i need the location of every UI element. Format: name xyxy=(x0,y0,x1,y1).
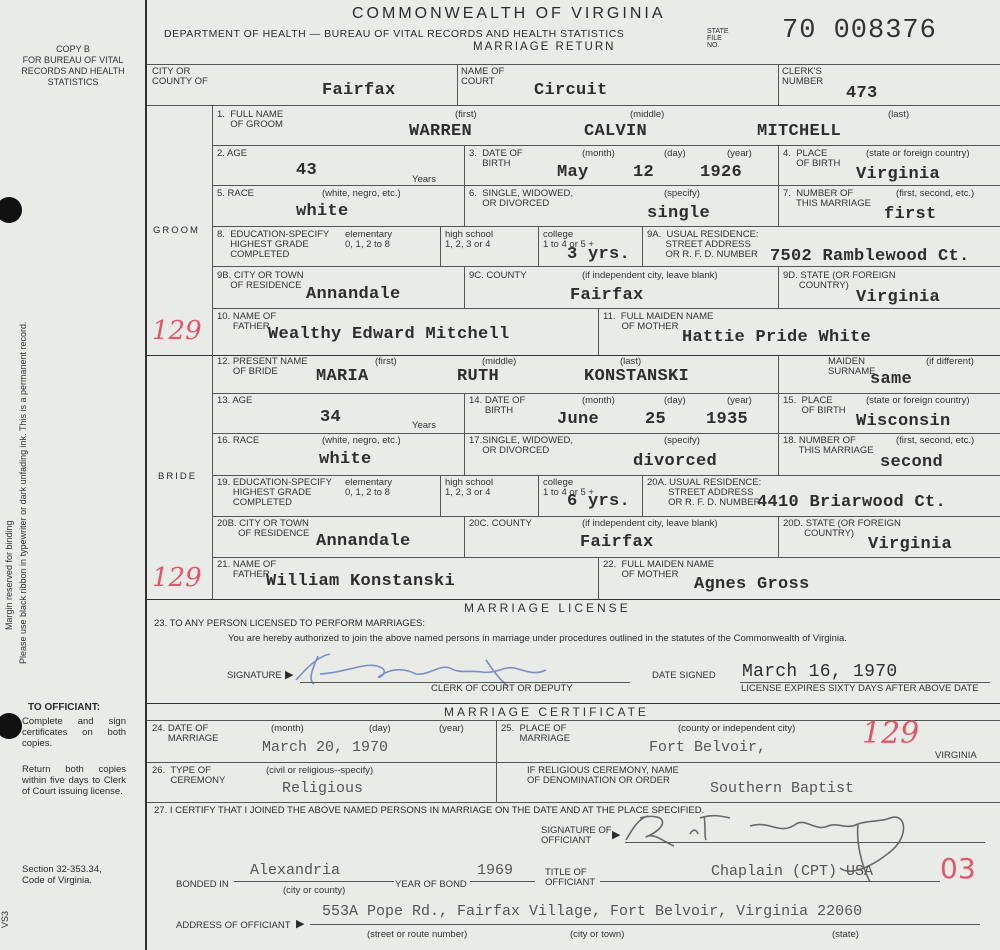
specify-sublabel: (specify) xyxy=(664,188,700,199)
field-14-label: 14. DATE OF BIRTH xyxy=(469,395,526,416)
authorization-text: You are hereby authorized to join the above named persons in marriage under procedures outlined in the statutes of the Commonwealth of Virginia. xyxy=(228,633,847,644)
rule xyxy=(642,226,643,266)
rule xyxy=(778,145,779,185)
rule xyxy=(457,64,458,105)
rule xyxy=(778,433,779,475)
groom-marital-status: single xyxy=(647,204,711,223)
field-12-label: 12. PRESENT NAME OF BRIDE xyxy=(217,356,308,377)
county-sublabel: (if independent city, leave blank) xyxy=(582,270,718,281)
groom-father-name: Wealthy Edward Mitchell xyxy=(268,325,510,344)
rule xyxy=(212,516,1000,517)
last-sublabel: (last) xyxy=(620,356,642,367)
year-of-bond-label: YEAR OF BOND xyxy=(395,879,467,890)
bonded-in: Alexandria xyxy=(250,862,341,879)
last-sublabel: (last) xyxy=(888,109,910,120)
rule xyxy=(464,433,465,475)
marriage-license-title: MARRIAGE LICENSE xyxy=(458,601,637,615)
title-of-officiant-label: TITLE OF OFFICIANT xyxy=(545,867,596,888)
rule xyxy=(464,185,465,226)
field-26-label: 26. TYPE OF CEREMONY xyxy=(152,765,226,786)
rule xyxy=(147,762,1000,763)
officiant-title: Chaplain (CPT) USA xyxy=(711,863,874,880)
marriage-place: Fort Belvoir, xyxy=(649,739,767,756)
field-18-label: 18. NUMBER OF THIS MARRIAGE xyxy=(783,435,874,456)
copy-b-note: COPY B FOR BUREAU OF VITAL RECORDS AND HEALTH STATISTICS xyxy=(21,44,125,87)
return-title: MARRIAGE RETURN xyxy=(473,41,616,53)
groom-father-code: 129 xyxy=(152,316,202,346)
officiant-address: 553A Pope Rd., Fairfax Village, Fort Belvoir, Virginia 22060 xyxy=(322,903,863,920)
groom-mother-maiden-name: Hattie Pride White xyxy=(682,328,872,347)
rule xyxy=(600,881,940,882)
groom-birthplace: Virginia xyxy=(856,165,941,184)
rule xyxy=(234,881,394,882)
code-section: Section 32-353.34, Code of Virginia. xyxy=(22,864,102,886)
department-line: DEPARTMENT OF HEALTH — BUREAU OF VITAL RECORDS AND HEALTH STATISTICS xyxy=(164,28,625,40)
rule xyxy=(147,703,1000,704)
rule xyxy=(310,924,980,925)
place-sublabel: (county or independent city) xyxy=(678,723,796,734)
rule xyxy=(538,475,539,516)
rule xyxy=(212,145,1000,146)
marriage-place-code: 129 xyxy=(862,716,920,751)
city-value: Fairfax xyxy=(322,81,396,100)
groom-state: Virginia xyxy=(856,288,941,307)
rule xyxy=(212,266,1000,267)
rule xyxy=(212,355,213,599)
bride-marital-status: divorced xyxy=(633,452,718,471)
race-sublabel: (white, negro, etc.) xyxy=(322,435,401,446)
field-9b-label: 9B. CITY OR TOWN OF RESIDENCE xyxy=(217,270,304,291)
bride-maiden-surname: same xyxy=(870,370,913,389)
day-sublabel: (day) xyxy=(369,723,391,734)
rule xyxy=(778,266,779,308)
month-sublabel: (month) xyxy=(271,723,304,734)
field-13-label: 13. AGE xyxy=(217,395,253,406)
rule xyxy=(625,842,985,843)
field-19-label: 19. EDUCATION-SPECIFY HIGHEST GRADE COMPLETED xyxy=(217,477,332,508)
elementary-sublabel: elementary 0, 1, 2 to 8 xyxy=(345,477,392,498)
rule xyxy=(778,355,779,393)
bride-birth-month: June xyxy=(557,410,600,429)
race-sublabel: (white, negro, etc.) xyxy=(322,188,401,199)
groom-race: white xyxy=(296,202,349,221)
city-label: CITY OR COUNTY OF xyxy=(152,66,208,87)
year-sublabel: (year) xyxy=(727,395,752,406)
day-sublabel: (day) xyxy=(664,148,686,159)
groom-county: Fairfax xyxy=(570,286,644,305)
field-20c-label: 20C. COUNTY xyxy=(469,518,532,529)
binding-hole xyxy=(0,713,22,739)
first-sublabel: (first) xyxy=(455,109,477,120)
specify-sublabel: (specify) xyxy=(664,435,700,446)
rule xyxy=(464,393,465,433)
rule xyxy=(642,475,643,516)
officiant-title-code: 03 xyxy=(940,852,976,885)
first-sublabel: (first) xyxy=(375,356,397,367)
groom-age: 43 xyxy=(296,161,318,180)
form-code: VS3 xyxy=(0,910,10,928)
rule xyxy=(440,226,441,266)
field-15-label: 15. PLACE OF BIRTH xyxy=(783,395,846,416)
rule xyxy=(212,308,1000,309)
ceremony-type: Religious xyxy=(282,780,364,797)
rule xyxy=(598,308,599,355)
groom-city: Annandale xyxy=(306,285,401,304)
field-21-label: 21. NAME OF FATHER xyxy=(217,559,277,580)
field-6-label: 6. SINGLE, WIDOWED, OR DIVORCED xyxy=(469,188,573,209)
field-5-label: 5. RACE xyxy=(217,188,254,199)
margin-note: Margin reserved for binding xyxy=(4,520,14,630)
rule xyxy=(212,105,213,355)
rule xyxy=(598,557,599,599)
bride-street-address: 4410 Briarwood Ct. xyxy=(757,493,947,512)
rule xyxy=(212,475,1000,476)
groom-first-name: WARREN xyxy=(409,122,473,141)
maiden-surname-label: MAIDEN SURNAME xyxy=(828,356,876,377)
number-sublabel: (first, second, etc.) xyxy=(896,188,975,199)
field-24-label: 24. DATE OF MARRIAGE xyxy=(152,723,219,744)
commonwealth-title: COMMONWEALTH OF VIRGINIA xyxy=(352,5,666,22)
field-27-certification: 27. I CERTIFY THAT I JOINED THE ABOVE NAMED PERSONS IN MARRIAGE ON THE DATE AND AT THE PLACE SPECIFIED. xyxy=(154,805,705,816)
rule xyxy=(496,762,497,802)
field-20a-label: 20A. USUAL RESIDENCE: STREET ADDRESS OR R. F. D. NUMBER xyxy=(647,477,762,508)
rule xyxy=(212,226,1000,227)
groom-marriage-number: first xyxy=(884,205,937,224)
rule xyxy=(212,185,1000,186)
field-16-label: 16. RACE xyxy=(217,435,260,446)
elementary-sublabel: elementary 0, 1, 2 to 8 xyxy=(345,229,392,250)
bride-education: 6 yrs. xyxy=(567,492,631,511)
bride-age: 34 xyxy=(320,408,342,427)
rule xyxy=(778,516,779,557)
rule xyxy=(538,226,539,266)
groom-middle-name: CALVIN xyxy=(584,122,648,141)
bride-father-code: 129 xyxy=(152,563,202,593)
groom-birth-month: May xyxy=(557,163,589,182)
year-sublabel: (year) xyxy=(727,148,752,159)
officiant-instruction-1: Complete and sign certificates on both copies. xyxy=(22,716,126,749)
bride-birth-year: 1935 xyxy=(706,410,749,429)
state-sublabel: (state or foreign country) xyxy=(866,395,970,406)
middle-sublabel: (middle) xyxy=(630,109,665,120)
clerk-number: 473 xyxy=(846,84,878,103)
address-of-officiant-label: ADDRESS OF OFFICIANT xyxy=(176,920,291,931)
bride-birth-day: 25 xyxy=(645,410,667,429)
officiant-instruction-2: Return both copies within five days to Clerk of Court issuing license. xyxy=(22,764,126,797)
denomination: Southern Baptist xyxy=(710,780,855,797)
bride-first-name: MARIA xyxy=(316,367,369,386)
high-school-sublabel: high school 1, 2, 3 or 4 xyxy=(445,477,494,498)
field-9a-label: 9A. USUAL RESIDENCE: STREET ADDRESS OR R. F. D. NUMBER xyxy=(647,229,759,260)
city-or-county-sublabel: (city or county) xyxy=(283,885,346,896)
arrow-icon: ▶ xyxy=(612,829,621,841)
arrow-icon: ▶ xyxy=(296,918,305,930)
field-4-label: 4. PLACE OF BIRTH xyxy=(783,148,841,169)
rule xyxy=(464,266,465,308)
groom-street-address: 7502 Ramblewood Ct. xyxy=(770,247,970,266)
month-sublabel: (month) xyxy=(582,395,615,406)
groom-education: 3 yrs. xyxy=(567,245,631,264)
number-sublabel: (first, second, etc.) xyxy=(896,435,975,446)
to-officiant-title: TO OFFICIANT: xyxy=(28,702,101,713)
field-17-label: 17.SINGLE, WIDOWED, OR DIVORCED xyxy=(469,435,573,456)
bride-middle-name: RUTH xyxy=(457,367,500,386)
rule xyxy=(212,433,1000,434)
rule xyxy=(212,393,1000,394)
high-school-sublabel: high school 1, 2, 3 or 4 xyxy=(445,229,494,250)
bride-father-name: William Konstanski xyxy=(266,572,456,591)
rule xyxy=(147,599,1000,600)
rule xyxy=(496,720,497,762)
date-signed-label: DATE SIGNED xyxy=(652,670,716,681)
marriage-date: March 20, 1970 xyxy=(262,739,389,756)
state-file-number: 70 008376 xyxy=(782,16,937,46)
bride-mother-maiden-name: Agnes Gross xyxy=(694,575,810,594)
field-9c-label: 9C. COUNTY xyxy=(469,270,527,281)
field-20b-label: 20B. CITY OR TOWN OF RESIDENCE xyxy=(217,518,310,539)
bride-county: Fairfax xyxy=(580,533,654,552)
rule xyxy=(470,881,535,882)
state-sublabel: (state) xyxy=(832,929,859,940)
rule xyxy=(464,145,465,185)
denomination-label: IF RELIGIOUS CEREMONY, NAME OF DENOMINATION OR ORDER xyxy=(527,765,679,786)
field-25-label: 25. PLACE OF MARRIAGE xyxy=(501,723,571,744)
if-different-sublabel: (if different) xyxy=(926,356,974,367)
field-2-label: 2. AGE xyxy=(217,148,248,159)
middle-sublabel: (middle) xyxy=(482,356,517,367)
field-11-label: 11. FULL MAIDEN NAME OF MOTHER xyxy=(603,311,714,332)
marriage-certificate-title: MARRIAGE CERTIFICATE xyxy=(438,705,655,719)
binding-note: Please use black ribbon in typewriter or dark unfading ink. This is a permanent record. xyxy=(18,321,28,664)
field-3-label: 3. DATE OF BIRTH xyxy=(469,148,523,169)
bride-state: Virginia xyxy=(868,535,953,554)
license-expiry-note: LICENSE EXPIRES SIXTY DAYS AFTER ABOVE DATE xyxy=(741,683,979,694)
state-file-label: STATE FILE NO. xyxy=(707,28,729,49)
field-10-label: 10. NAME OF FATHER xyxy=(217,311,277,332)
rule xyxy=(212,557,1000,558)
year-of-bond: 1969 xyxy=(477,862,514,879)
court-label: NAME OF COURT xyxy=(461,66,505,87)
ceremony-sublabel: (civil or religious--specify) xyxy=(266,765,374,776)
field-20d-label: 20D. STATE (OR FOREIGN COUNTRY) xyxy=(783,518,901,539)
field-9d-label: 9D. STATE (OR FOREIGN COUNTRY) xyxy=(783,270,896,291)
rule xyxy=(147,64,1000,65)
officiant-signature-label: SIGNATURE OF OFFICIANT xyxy=(541,825,612,846)
day-sublabel: (day) xyxy=(664,395,686,406)
street-sublabel: (street or route number) xyxy=(367,929,468,940)
rule xyxy=(778,185,779,226)
rule xyxy=(464,516,465,557)
groom-birth-year: 1926 xyxy=(700,163,743,182)
month-sublabel: (month) xyxy=(582,148,615,159)
rule xyxy=(440,475,441,516)
field-23-label: 23. TO ANY PERSON LICENSED TO PERFORM MARRIAGES: xyxy=(154,618,426,629)
bride-birthplace: Wisconsin xyxy=(856,412,951,431)
groom-birth-day: 12 xyxy=(633,163,655,182)
groom-section-label: GROOM xyxy=(153,225,200,236)
arrow-icon: ▶ xyxy=(285,669,294,681)
clerk-deputy-label: CLERK OF COURT OR DEPUTY xyxy=(431,683,573,694)
rule xyxy=(778,64,779,105)
field-8-label: 8. EDUCATION-SPECIFY HIGHEST GRADE COMPLETED xyxy=(217,229,330,260)
field-1-label: 1. FULL NAME OF GROOM xyxy=(217,109,284,130)
rule xyxy=(778,393,779,433)
signature-label: SIGNATURE xyxy=(227,670,282,681)
rule xyxy=(147,105,1000,106)
years-sublabel: Years xyxy=(412,174,436,185)
city-town-sublabel: (city or town) xyxy=(570,929,625,940)
bride-city: Annandale xyxy=(316,532,411,551)
state-sublabel: (state or foreign country) xyxy=(866,148,970,159)
virginia-label: VIRGINIA xyxy=(935,750,977,761)
field-7-label: 7. NUMBER OF THIS MARRIAGE xyxy=(783,188,871,209)
bride-last-name: KONSTANSKI xyxy=(584,367,690,386)
bonded-in-label: BONDED IN xyxy=(176,879,229,890)
clerk-label: CLERK'S NUMBER xyxy=(782,66,824,87)
years-sublabel: Years xyxy=(412,420,436,431)
field-22-label: 22. FULL MAIDEN NAME OF MOTHER xyxy=(603,559,715,580)
binding-hole xyxy=(0,197,22,223)
county-sublabel: (if independent city, leave blank) xyxy=(582,518,718,529)
year-sublabel: (year) xyxy=(439,723,464,734)
license-date: March 16, 1970 xyxy=(742,662,898,682)
margin-divider xyxy=(145,0,147,950)
court-value: Circuit xyxy=(534,81,608,100)
bride-marriage-number: second xyxy=(880,453,944,472)
groom-last-name: MITCHELL xyxy=(757,122,842,141)
college-sublabel: college 1 to 4 or 5 + xyxy=(543,229,594,250)
college-sublabel: college 1 to 4 or 5 + xyxy=(543,477,594,498)
bride-race: white xyxy=(319,450,372,469)
bride-section-label: BRIDE xyxy=(158,471,198,482)
